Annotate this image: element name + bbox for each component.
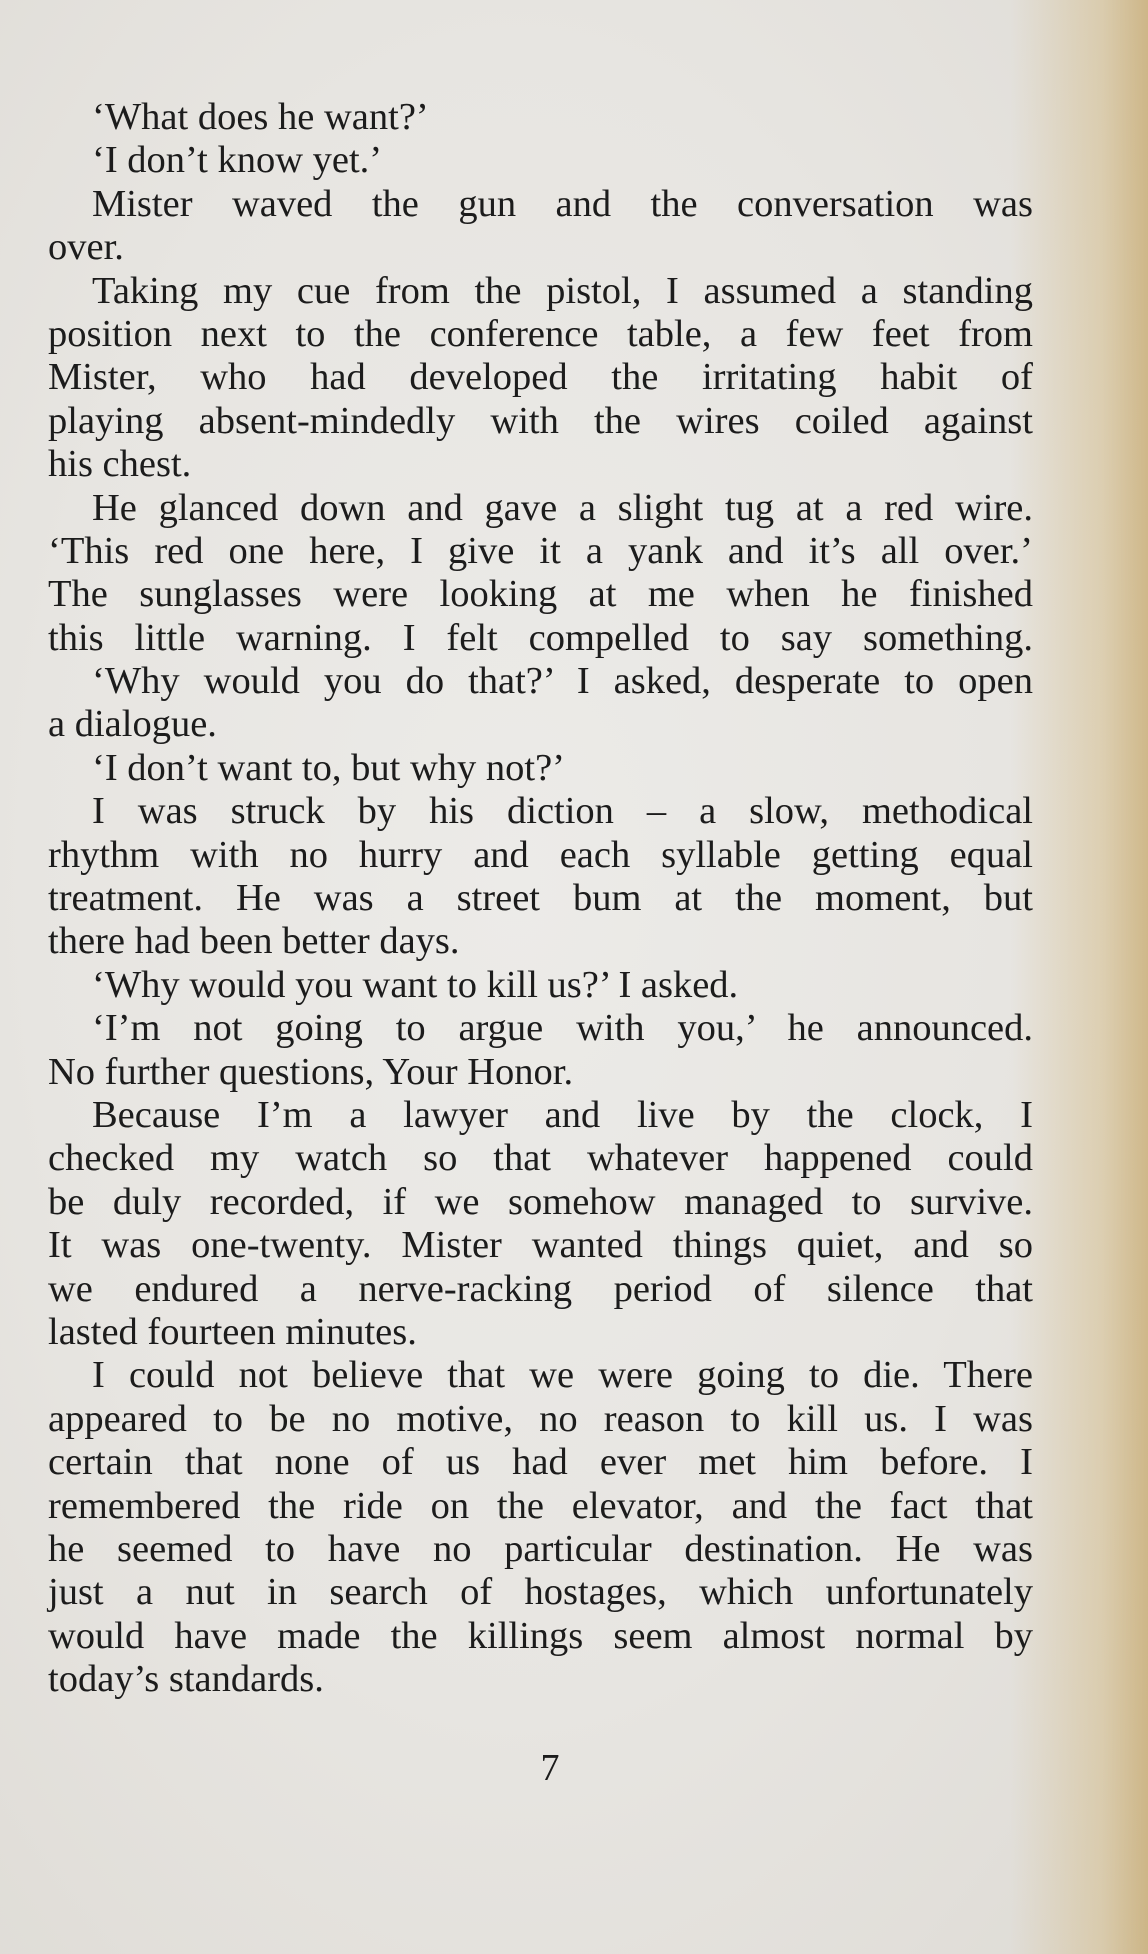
text-line: treatment. He was a street bum at the moment, but [48,877,1033,920]
text-line: I could not believe that we were going to die. There [92,1354,1033,1397]
text-line: appeared to be no motive, no reason to kill us. I was [48,1397,1033,1440]
text-line: position next to the conference table, a few feet from [48,312,1033,355]
text-line: be duly recorded, if we somehow managed to survive. [48,1180,1033,1223]
text-line: Because I’m a lawyer and live by the clock, I [92,1093,1033,1136]
text-line: ‘I don’t want to, but why not?’ [92,746,565,789]
text-line: today’s standards. [48,1658,324,1701]
text-line: checked my watch so that whatever happened could [48,1137,1033,1180]
text-line: a dialogue. [48,703,217,746]
text-line: rhythm with no hurry and each syllable getting equal [48,833,1033,876]
text-line: ‘This red one here, I give it a yank and it’s all over.’ [48,529,1033,572]
text-line: No further questions, Your Honor. [48,1050,574,1093]
text-line: Taking my cue from the pistol, I assumed a standing [92,269,1033,312]
text-line: The sunglasses were looking at me when he finished [48,573,1033,616]
text-line: playing absent-mindedly with the wires coiled against [48,399,1033,442]
text-line: ‘Why would you do that?’ I asked, desperate to open [92,660,1033,703]
text-line: lasted fourteen minutes. [48,1310,417,1353]
text-line: over. [48,226,124,269]
text-line: He glanced down and gave a slight tug at a red wire. [92,486,1033,529]
text-line: ‘Why would you want to kill us?’ I asked. [92,963,739,1006]
text-line: ‘What does he want?’ [92,96,429,138]
text-line: would have made the killings seem almost normal by [48,1614,1033,1657]
text-line: Mister waved the gun and the conversation was [92,182,1033,225]
text-line: this little warning. I felt compelled to say something. [48,616,1033,659]
body-text [48,96,1033,1701]
text-line: I was struck by his diction – a slow, methodical [92,790,1033,833]
text-line: his chest. [48,443,192,486]
page-number: 7 [540,1747,560,1789]
text-line: we endured a nerve-racking period of silence that [48,1267,1033,1310]
text-line: It was one-twenty. Mister wanted things quiet, and so [48,1224,1033,1267]
text-line: just a nut in search of hostages, which unfortunately [48,1571,1033,1614]
text-line: Mister, who had developed the irritating habit of [48,356,1033,399]
text-line: there had been better days. [48,920,460,963]
text-line: he seemed to have no particular destination. He was [48,1527,1033,1570]
text-line: certain that none of us had ever met him before. I [48,1441,1033,1484]
text-line: remembered the ride on the elevator, and the fact that [48,1484,1033,1527]
text-line: ‘I don’t know yet.’ [92,139,383,182]
text-line: ‘I’m not going to argue with you,’ he announced. [92,1007,1033,1050]
